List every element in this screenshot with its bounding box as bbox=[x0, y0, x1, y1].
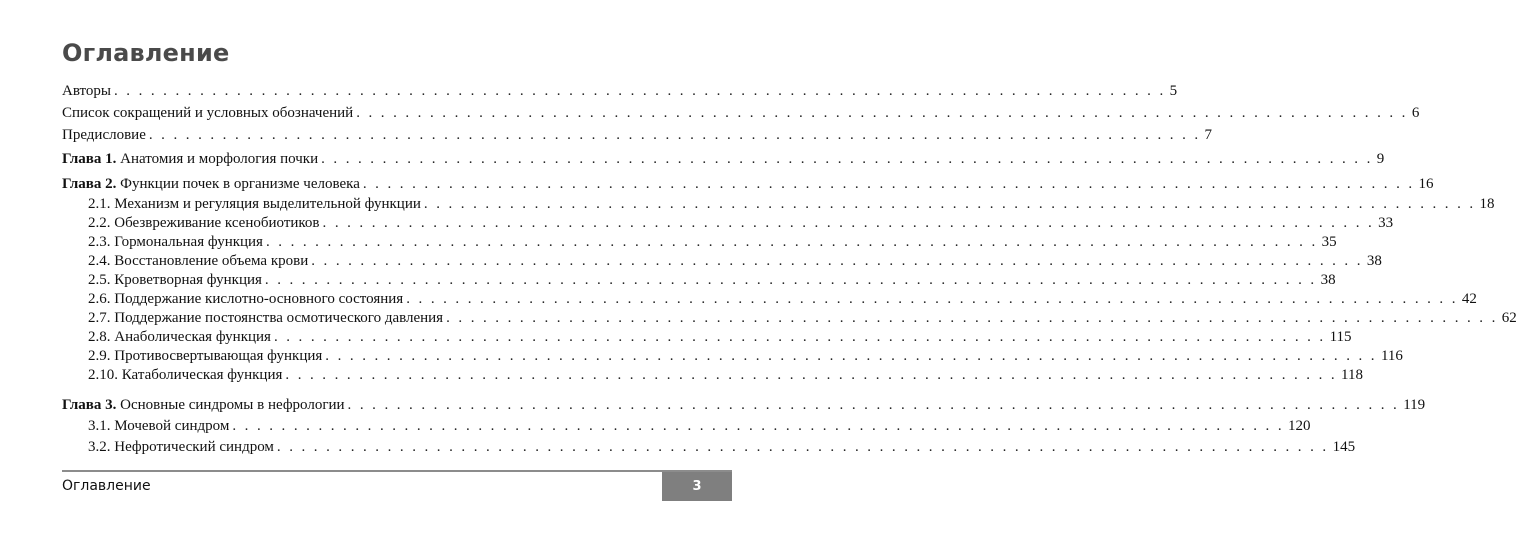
toc-entry-label: 2.1. Механизм и регуляция выделительной функции bbox=[88, 196, 421, 212]
toc-entry-label: 2.2. Обезвреживание ксенобиотиков bbox=[88, 215, 320, 231]
leader-dots: . . . . . . . . . . . . . . . . . . . . . . . . . . . . . . . . . . . . . . . . . . . . . . . . . . . . . . . . . . . . . . . . . . . . . . . . . . . . . . . . . . . . . . bbox=[322, 215, 1375, 231]
toc-entry-label: Список сокращений и условных обозначений bbox=[62, 105, 354, 121]
toc-entry-label: Предисловие bbox=[62, 127, 146, 143]
leader-dots: . . . . . . . . . . . . . . . . . . . . . . . . . . . . . . . . . . . . . . . . . . . . . . . . . . . . . . . . . . . . . . . . . . . . . . . . . . . . . . . . . . . . . . bbox=[362, 176, 1415, 192]
toc-entry-authors[interactable] bbox=[62, 80, 1177, 102]
toc-entry-page: 9 bbox=[1376, 151, 1385, 167]
toc-entry-preface[interactable] bbox=[62, 124, 1212, 146]
toc-entry-page: 119 bbox=[1403, 397, 1426, 413]
toc-entry-page: 115 bbox=[1329, 329, 1352, 345]
toc-entry-page: 38 bbox=[1366, 253, 1382, 269]
toc-entry-label: 2.10. Катаболическая функция bbox=[88, 367, 283, 383]
leader-dots: . . . . . . . . . . . . . . . . . . . . . . . . . . . . . . . . . . . . . . . . . . . . . . . . . . . . . . . . . . . . . . . . . . . . . . . . . . . . . . . . . . . . . . bbox=[423, 196, 1476, 212]
leader-dots: . . . . . . . . . . . . . . . . . . . . . . . . . . . . . . . . . . . . . . . . . . . . . . . . . . . . . . . . . . . . . . . . . . . . . . . . . . . . . . . . . . . . . . bbox=[264, 272, 1317, 288]
toc-entry-label: Глава 3. Основные синдромы в нефрологии bbox=[62, 397, 345, 413]
toc-entry-label: 2.9. Противосвертывающая функция bbox=[88, 348, 323, 364]
toc-entry-page: 18 bbox=[1479, 196, 1495, 212]
toc-entry-page: 7 bbox=[1204, 127, 1213, 143]
leader-dots: . . . . . . . . . . . . . . . . . . . . . . . . . . . . . . . . . . . . . . . . . . . . . . . . . . . . . . . . . . . . . . . . . . . . . . . . . . . . . . . . . . . . . . bbox=[325, 348, 1377, 364]
toc-entry-page: 42 bbox=[1461, 291, 1477, 307]
toc-entry-page: 16 bbox=[1418, 176, 1434, 192]
toc-entry-label: 2.5. Кроветворная функция bbox=[88, 272, 262, 288]
page-number-badge bbox=[662, 472, 732, 501]
footer-section-title: Оглавление bbox=[62, 478, 151, 494]
leader-dots: . . . . . . . . . . . . . . . . . . . . . . . . . . . . . . . . . . . . . . . . . . . . . . . . . . . . . . . . . . . . . . . . . . . . . . . . . . . . . . . . . . . . . . bbox=[265, 234, 1318, 250]
toc-entry-label: 3.2. Нефротический синдром bbox=[88, 439, 274, 455]
toc-entry-label: Глава 1. Анатомия и морфология почки bbox=[62, 151, 319, 167]
toc-entry-page: 145 bbox=[1332, 439, 1356, 455]
leader-dots: . . . . . . . . . . . . . . . . . . . . . . . . . . . . . . . . . . . . . . . . . . . . . . . . . . . . . . . . . . . . . . . . . . . . . . . . . . . . . . . . . . . . . . bbox=[232, 418, 1284, 434]
leader-dots: . . . . . . . . . . . . . . . . . . . . . . . . . . . . . . . . . . . . . . . . . . . . . . . . . . . . . . . . . . . . . . . . . . . . . . . . . . . . . . . . . . . . . . bbox=[285, 367, 1338, 383]
toc-entry-label: 2.4. Восстановление объема крови bbox=[88, 253, 309, 269]
toc-entry-page: 5 bbox=[1169, 83, 1178, 99]
toc-entry-chapter-1[interactable] bbox=[62, 148, 1384, 170]
toc-entry-page: 116 bbox=[1380, 348, 1403, 364]
toc-entry-3-2[interactable] bbox=[88, 436, 1356, 458]
toc-entry-label: 2.6. Поддержание кислотно-основного состояния bbox=[88, 291, 404, 307]
leader-dots: . . . . . . . . . . . . . . . . . . . . . . . . . . . . . . . . . . . . . . . . . . . . . . . . . . . . . . . . . . . . . . . . . . . . . . . . . . . . . . . . . . . . . . bbox=[276, 439, 1329, 455]
chapter-number: Глава 2. bbox=[62, 176, 117, 192]
page-number: 3 bbox=[692, 479, 702, 494]
toc-entry-label: 3.1. Мочевой синдром bbox=[88, 418, 230, 434]
toc-entry-label: 2.3. Гормональная функция bbox=[88, 234, 263, 250]
toc-entry-page: 6 bbox=[1411, 105, 1420, 121]
leader-dots: . . . . . . . . . . . . . . . . . . . . . . . . . . . . . . . . . . . . . . . . . . . . . . . . . . . . . . . . . . . . . . . . . . . . . . . . . . . . . . . . . . . . . . bbox=[446, 310, 1498, 326]
toc-entry-3-1[interactable] bbox=[88, 415, 1311, 437]
toc-entry-label: 2.7. Поддержание постоянства осмотического давления bbox=[88, 310, 444, 326]
toc-entry-label: 2.8. Анаболическая функция bbox=[88, 329, 271, 345]
toc-entry-abbreviations[interactable] bbox=[62, 102, 1419, 124]
toc-entry-page: 38 bbox=[1320, 272, 1336, 288]
chapter-number: Глава 3. bbox=[62, 397, 117, 413]
leader-dots: . . . . . . . . . . . . . . . . . . . . . . . . . . . . . . . . . . . . . . . . . . . . . . . . . . . . . . . . . . . . . . . . . . . . . . . . . . . . . . . . . . . . . . bbox=[356, 105, 1408, 121]
toc-entry-label: Авторы bbox=[62, 83, 111, 99]
toc-entry-page: 33 bbox=[1378, 215, 1394, 231]
leader-dots: . . . . . . . . . . . . . . . . . . . . . . . . . . . . . . . . . . . . . . . . . . . . . . . . . . . . . . . . . . . . . . . . . . . . . . . . . . . . . . . . . . . . . . bbox=[273, 329, 1326, 345]
leader-dots: . . . . . . . . . . . . . . . . . . . . . . . . . . . . . . . . . . . . . . . . . . . . . . . . . . . . . . . . . . . . . . . . . . . . . . . . . . . . . . . . . . . . . . bbox=[148, 127, 1201, 143]
toc-entry-chapter-3[interactable] bbox=[62, 394, 1425, 416]
leader-dots: . . . . . . . . . . . . . . . . . . . . . . . . . . . . . . . . . . . . . . . . . . . . . . . . . . . . . . . . . . . . . . . . . . . . . . . . . . . . . . . . . . . . . . bbox=[347, 397, 1400, 413]
leader-dots: . . . . . . . . . . . . . . . . . . . . . . . . . . . . . . . . . . . . . . . . . . . . . . . . . . . . . . . . . . . . . . . . . . . . . . . . . . . . . . . . . . . . . . bbox=[406, 291, 1458, 307]
footer-divider bbox=[62, 470, 732, 472]
page-title: Оглавление bbox=[62, 39, 230, 67]
toc-entry-2-10[interactable] bbox=[88, 364, 1363, 386]
toc-entry-label: Глава 2. Функции почек в организме человека bbox=[62, 176, 360, 192]
chapter-number: Глава 1. bbox=[62, 151, 117, 167]
toc-entry-page: 62 bbox=[1501, 310, 1517, 326]
leader-dots: . . . . . . . . . . . . . . . . . . . . . . . . . . . . . . . . . . . . . . . . . . . . . . . . . . . . . . . . . . . . . . . . . . . . . . . . . . . . . . . . . . . . . . bbox=[311, 253, 1363, 269]
toc-entry-chapter-2[interactable] bbox=[62, 173, 1434, 195]
toc-entry-page: 120 bbox=[1288, 418, 1311, 434]
leader-dots: . . . . . . . . . . . . . . . . . . . . . . . . . . . . . . . . . . . . . . . . . . . . . . . . . . . . . . . . . . . . . . . . . . . . . . . . . . . . . . . . . . . . . . bbox=[321, 151, 1373, 167]
toc-entry-page: 118 bbox=[1341, 367, 1363, 383]
toc-entry-page: 35 bbox=[1321, 234, 1337, 250]
leader-dots: . . . . . . . . . . . . . . . . . . . . . . . . . . . . . . . . . . . . . . . . . . . . . . . . . . . . . . . . . . . . . . . . . . . . . . . . . . . . . . . . . . . . . . bbox=[113, 83, 1166, 99]
